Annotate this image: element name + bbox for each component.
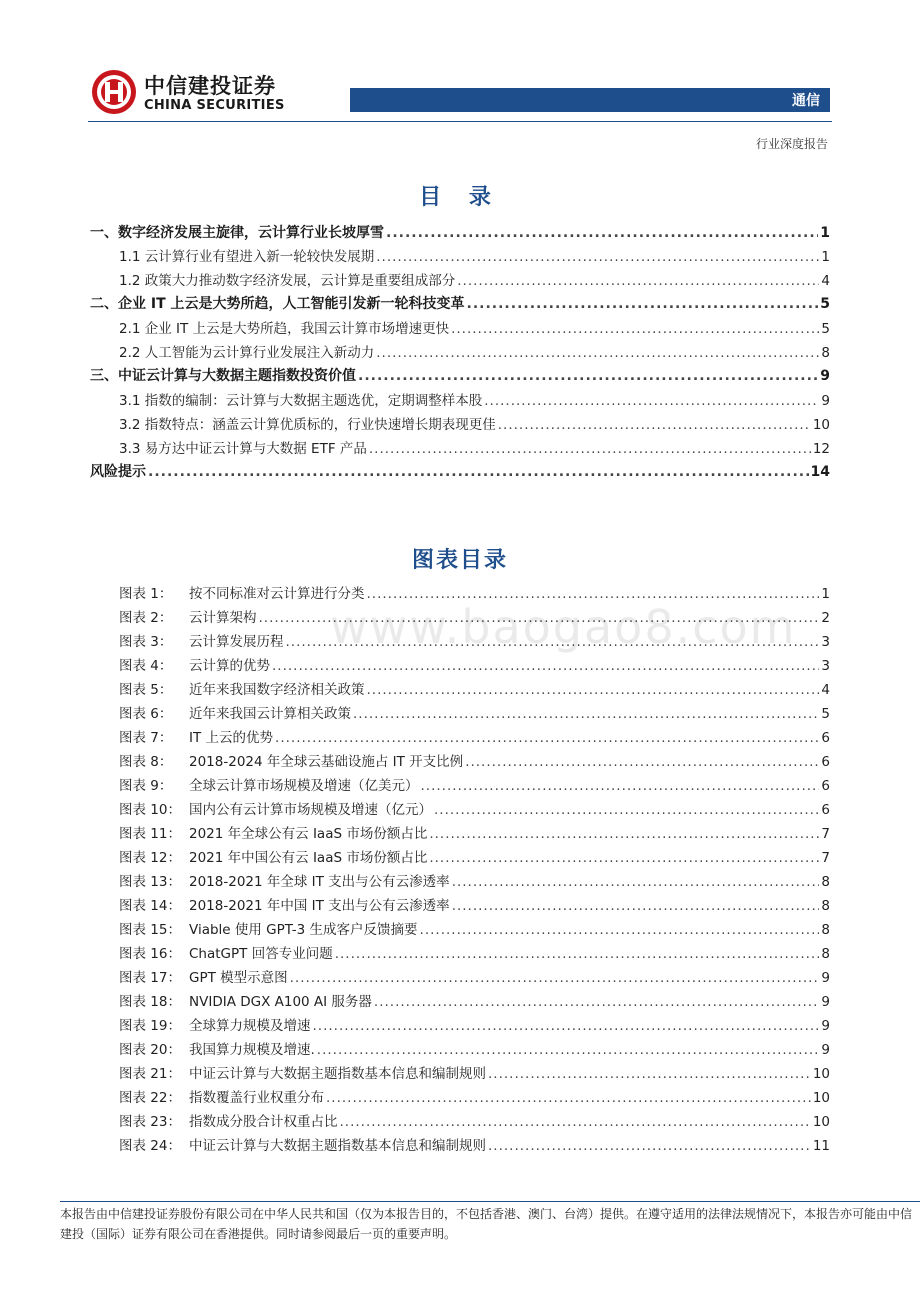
toc-entry-page: 1 [821,249,830,265]
figure-page: 6 [821,778,830,794]
citic-logo-icon [90,68,138,116]
dot-leader [420,922,820,938]
figure-entry[interactable] [119,1014,830,1036]
toc-entry[interactable] [119,437,830,459]
dot-leader [498,417,811,433]
figure-page: 6 [821,730,830,746]
dot-leader [340,1114,811,1130]
toc-entry[interactable] [119,341,830,363]
figure-page: 9 [821,994,830,1010]
figure-caption: 近年来我国数字经济相关政策 [189,682,365,698]
figure-number: 图表 24： [119,1138,181,1154]
dot-leader [452,874,820,890]
dot-leader [313,1018,820,1034]
toc-entry[interactable] [119,245,830,267]
figure-number: 图表 23： [119,1114,181,1130]
report-type: 行业深度报告 [755,137,828,151]
dot-leader [367,586,820,602]
figure-entry[interactable] [119,1086,830,1108]
figure-page: 3 [821,658,830,674]
toc-entry-text: 3.3 易方达中证云计算与大数据 ETF 产品 [119,441,367,457]
figure-caption: ChatGPT 回答专业问题 [189,946,333,962]
dot-leader [290,970,820,986]
figure-number: 图表 2： [119,610,173,626]
toc-entry-text: 一、数字经济发展主旋律，云计算行业长坡厚雪 [90,225,384,241]
figure-caption: 云计算架构 [189,610,257,626]
figure-page: 11 [812,1138,830,1154]
dot-leader [335,946,820,962]
figure-number: 图表 17： [119,970,181,986]
watermark: www.baogao8.com [330,600,797,654]
toc-entry[interactable] [119,389,830,411]
dot-leader [434,802,819,818]
dot-leader [353,706,819,722]
figure-page: 3 [821,634,830,650]
dot-leader [148,464,809,480]
figure-number: 图表 20： [119,1042,181,1058]
toc-entry-text: 三、中证云计算与大数据主题指数投资价值 [90,368,356,384]
toc-entry[interactable] [90,293,830,315]
figure-caption: 我国算力规模及增速. [189,1042,315,1058]
dot-leader [429,826,819,842]
figure-page: 8 [821,946,830,962]
figure-caption: 全球云计算市场规模及增速（亿美元） [189,778,419,794]
dot-leader [358,368,818,384]
figure-entry[interactable] [119,894,830,916]
figure-page: 5 [821,706,830,722]
figure-page: 10 [812,1114,830,1130]
figure-entry[interactable] [119,966,830,988]
figure-number: 图表 13： [119,874,181,890]
figure-caption: 2021 年中国公有云 IaaS 市场份额占比 [189,850,428,866]
dot-leader [488,1138,811,1154]
toc-entry-text: 2.2 人工智能为云计算行业发展注入新动力 [119,345,375,361]
figure-caption: 按不同标准对云计算进行分类 [189,586,365,602]
figure-entry[interactable] [119,990,830,1012]
dot-leader [467,296,819,312]
toc-entry-text: 3.1 指数的编制：云计算与大数据主题选优，定期调整样本股 [119,393,483,409]
toc-entry-text: 二、企业 IT 上云是大势所趋，人工智能引发新一轮科技变革 [90,296,465,312]
figure-entry[interactable] [119,630,830,652]
figure-entry[interactable] [119,774,830,796]
figure-number: 图表 14： [119,898,181,914]
figure-caption: 2018-2021 年全球 IT 支出与公有云渗透率 [189,874,450,890]
figure-number: 图表 3： [119,634,173,650]
figure-entry[interactable] [119,1038,830,1060]
toc-entry[interactable] [90,222,830,244]
toc-entry-page: 1 [820,225,830,241]
figure-caption: 2018-2021 年中国 IT 支出与公有云渗透率 [189,898,450,914]
figure-caption: 中证云计算与大数据主题指数基本信息和编制规则 [189,1066,486,1082]
company-name-en: CHINA SECURITIES [144,98,285,113]
figure-page: 8 [821,898,830,914]
dot-leader [376,249,819,265]
figure-entry[interactable] [119,918,830,940]
figure-entry[interactable] [119,822,830,844]
dot-leader [374,994,819,1010]
figure-caption: 近年来我国云计算相关政策 [189,706,351,722]
sector-banner [350,88,830,112]
figure-entry[interactable] [119,870,830,892]
figure-caption: 云计算的优势 [189,658,270,674]
figure-page: 8 [821,922,830,938]
figure-page: 4 [821,682,830,698]
toc-entry-text: 1.2 政策大力推动数字经济发展，云计算是重要组成部分 [119,273,456,289]
figure-number: 图表 10： [119,802,181,818]
figure-page: 10 [812,1090,830,1106]
figure-page: 2 [821,610,830,626]
figure-caption: 2021 年全球公有云 IaaS 市场份额占比 [189,826,428,842]
figure-number: 图表 7： [119,730,173,746]
figure-entry[interactable] [119,1134,830,1156]
footer-divider [60,1201,920,1202]
figure-page: 9 [821,1042,830,1058]
figure-caption: 中证云计算与大数据主题指数基本信息和编制规则 [189,1138,486,1154]
figure-caption: IT 上云的优势 [189,730,274,746]
toc-entry-page: 14 [810,464,830,480]
company-name-cn: 中信建投证券 [144,74,276,98]
figure-caption: 全球算力规模及增速 [189,1018,311,1034]
figure-caption: NVIDIA DGX A100 AI 服务器 [189,994,372,1010]
figure-page: 9 [821,970,830,986]
figure-caption: 指数成分股合计权重占比 [189,1114,338,1130]
dot-leader [367,682,820,698]
toc-entry[interactable] [119,317,830,339]
dot-leader [275,730,819,746]
toc-entry-text: 2.1 企业 IT 上云是大势所趋，我国云计算市场增速更快 [119,321,450,337]
toc-entry-page: 8 [821,345,830,361]
header-divider [88,121,832,122]
figure-number: 图表 6： [119,706,173,722]
company-logo [90,68,320,120]
toc-entry-page: 5 [820,296,830,312]
figure-page: 9 [821,1018,830,1034]
figure-number: 图表 11： [119,826,181,842]
dot-leader [286,634,820,650]
figure-page: 1 [821,586,830,602]
toc-entry-page: 12 [812,441,830,457]
toc-entry-page: 9 [821,393,830,409]
dot-leader [376,345,819,361]
dot-leader [317,1042,820,1058]
toc-entry-text: 1.1 云计算行业有望进入新一轮较快发展期 [119,249,375,265]
figure-caption: 云计算发展历程 [189,634,284,650]
dot-leader [259,610,820,626]
dot-leader [369,441,811,457]
dot-leader [451,321,819,337]
figure-entry[interactable] [119,654,830,676]
figure-number: 图表 5： [119,682,173,698]
figure-number: 图表 19： [119,1018,181,1034]
dot-leader [452,898,820,914]
dot-leader [457,273,819,289]
figure-entry[interactable] [119,846,830,868]
dot-leader [484,393,819,409]
figure-page: 8 [821,874,830,890]
figure-entry[interactable] [119,750,830,772]
footer-disclaimer: 本报告由中信建投证券股份有限公司在中华人民共和国（仅为本报告目的，不包括香港、澳门、台湾）提供。在遵守适用的法律法规情况下，本报告亦可能由中信建投（国际）证券有限公司在香港提供。同时请参阅最后一页的重要声明。 [60,1207,913,1241]
figure-number: 图表 12： [119,850,181,866]
dot-leader [465,754,819,770]
figure-caption: 2018-2024 年全球云基础设施占 IT 开支比例 [189,754,464,770]
figure-number: 图表 16： [119,946,181,962]
figure-caption: Viable 使用 GPT-3 生成客户反馈摘要 [189,922,418,938]
figure-page: 6 [821,802,830,818]
toc-entry-text: 风险提示 [90,464,146,480]
figure-caption: GPT 模型示意图 [189,970,288,986]
toc-entry[interactable] [90,461,830,483]
dot-leader [272,658,819,674]
figure-number: 图表 8： [119,754,173,770]
toc-entry-page: 5 [821,321,830,337]
dot-leader [421,778,820,794]
toc-entry-page: 9 [820,368,830,384]
figures-title: 图表目录 [411,548,508,573]
toc-title: 目 录 [419,185,501,210]
figure-page: 6 [821,754,830,770]
figure-number: 图表 4： [119,658,173,674]
figure-entry[interactable] [119,1062,830,1084]
figure-entry[interactable] [119,678,830,700]
toc-entry-page: 10 [812,417,830,433]
dot-leader [386,225,818,241]
figure-number: 图表 18： [119,994,181,1010]
figure-number: 图表 9： [119,778,173,794]
figure-page: 7 [821,826,830,842]
figure-entry[interactable] [119,726,830,748]
figure-entry[interactable] [119,798,830,820]
toc-entry[interactable] [119,413,830,435]
dot-leader [488,1066,811,1082]
figure-number: 图表 1： [119,586,173,602]
toc-entry-text: 3.2 指数特点：涵盖云计算优质标的，行业快速增长期表现更佳 [119,417,496,433]
toc-entry[interactable] [90,365,830,387]
sector-label: 通信 [792,93,820,109]
figure-entry[interactable] [119,702,830,724]
figure-entry[interactable] [119,582,830,604]
figure-entry[interactable] [119,942,830,964]
figure-page: 7 [821,850,830,866]
figure-entry[interactable] [119,1110,830,1132]
toc-entry-page: 4 [821,273,830,289]
figure-entry[interactable] [119,606,830,628]
figure-caption: 指数覆盖行业权重分布 [189,1090,324,1106]
toc-entry[interactable] [119,269,830,291]
figure-page: 10 [812,1066,830,1082]
dot-leader [429,850,819,866]
figure-caption: 国内公有云计算市场规模及增速（亿元） [189,802,432,818]
figure-number: 图表 21： [119,1066,181,1082]
dot-leader [326,1090,811,1106]
figure-number: 图表 22： [119,1090,181,1106]
figure-number: 图表 15： [119,922,181,938]
